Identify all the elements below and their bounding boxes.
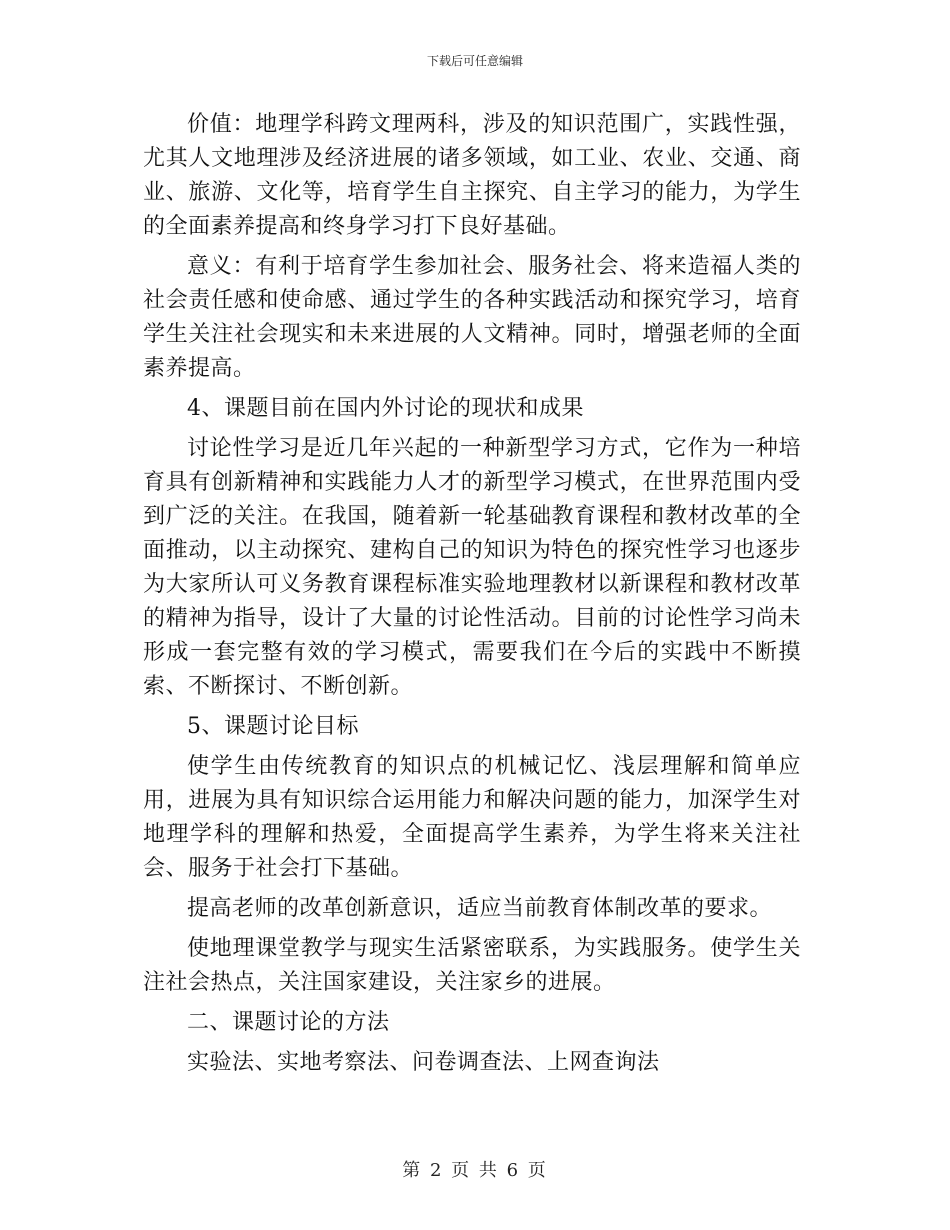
paragraph-goal-students: 使学生由传统教育的知识点的机械记忆、浅层理解和简单应用，进展为具有知识综合运用能力和解决问题的能力，加深学生对地理学科的理解和热爱，全面提高学生素养，为学生将来关注社会、服务于社会打下基础。 (143, 754, 801, 881)
section-heading-4: 4、课题目前在国内外讨论的现状和成果 (187, 396, 584, 421)
section-heading-5: 5、课题讨论目标 (187, 714, 359, 739)
paragraph-goal-classroom: 使地理课堂教学与现实生活紧密联系，为实践服务。使学生关注社会热点，关注国家建设，关注家乡的进展。 (143, 936, 801, 995)
page-footer: 第 2 页 共 6 页 (402, 1160, 548, 1181)
paragraph-methods: 实验法、实地考察法、问卷调查法、上网查询法 (187, 1050, 660, 1075)
paragraph-research-status: 讨论性学习是近几年兴起的一种新型学习方式，它作为一种培育具有创新精神和实践能力人才的新型学习模式，在世界范围内受到广泛的关注。在我国，随着新一轮基础教育课程和教材改革的全面推动，以主动探究、建构自己的知识为特色的探究性学习也逐步为大家所认可义务教育课程标准实验地理教材以新课程和教材改革的精神为指导，设计了大量的讨论性活动。目前的讨论性学习尚未形成一套完整有效的学习模式，需要我们在今后的实践中不断摸索、不断探讨、不断创新。 (143, 436, 801, 699)
page-header: 下载后可任意编辑 (426, 54, 523, 68)
paragraph-value: 价值：地理学科跨文理两科，涉及的知识范围广，实践性强，尤其人文地理涉及经济进展的诸多领域，如工业、农业、交通、商业、旅游、文化等，培育学生自主探究、自主学习的能力，为学生的全面素养提高和终身学习打下良好基础。 (143, 112, 801, 239)
paragraph-meaning: 意义：有利于培育学生参加社会、服务社会、将来造福人类的社会责任感和使命感、通过学生的各种实践活动和探究学习，培育学生关注社会现实和未来进展的人文精神。同时，增强老师的全面素养提高。 (143, 254, 801, 381)
document-body (143, 108, 801, 1086)
paragraph-goal-teachers: 提高老师的改革创新意识，适应当前教育体制改革的要求。 (187, 896, 773, 921)
section-heading-methods: 二、课题讨论的方法 (187, 1010, 390, 1035)
